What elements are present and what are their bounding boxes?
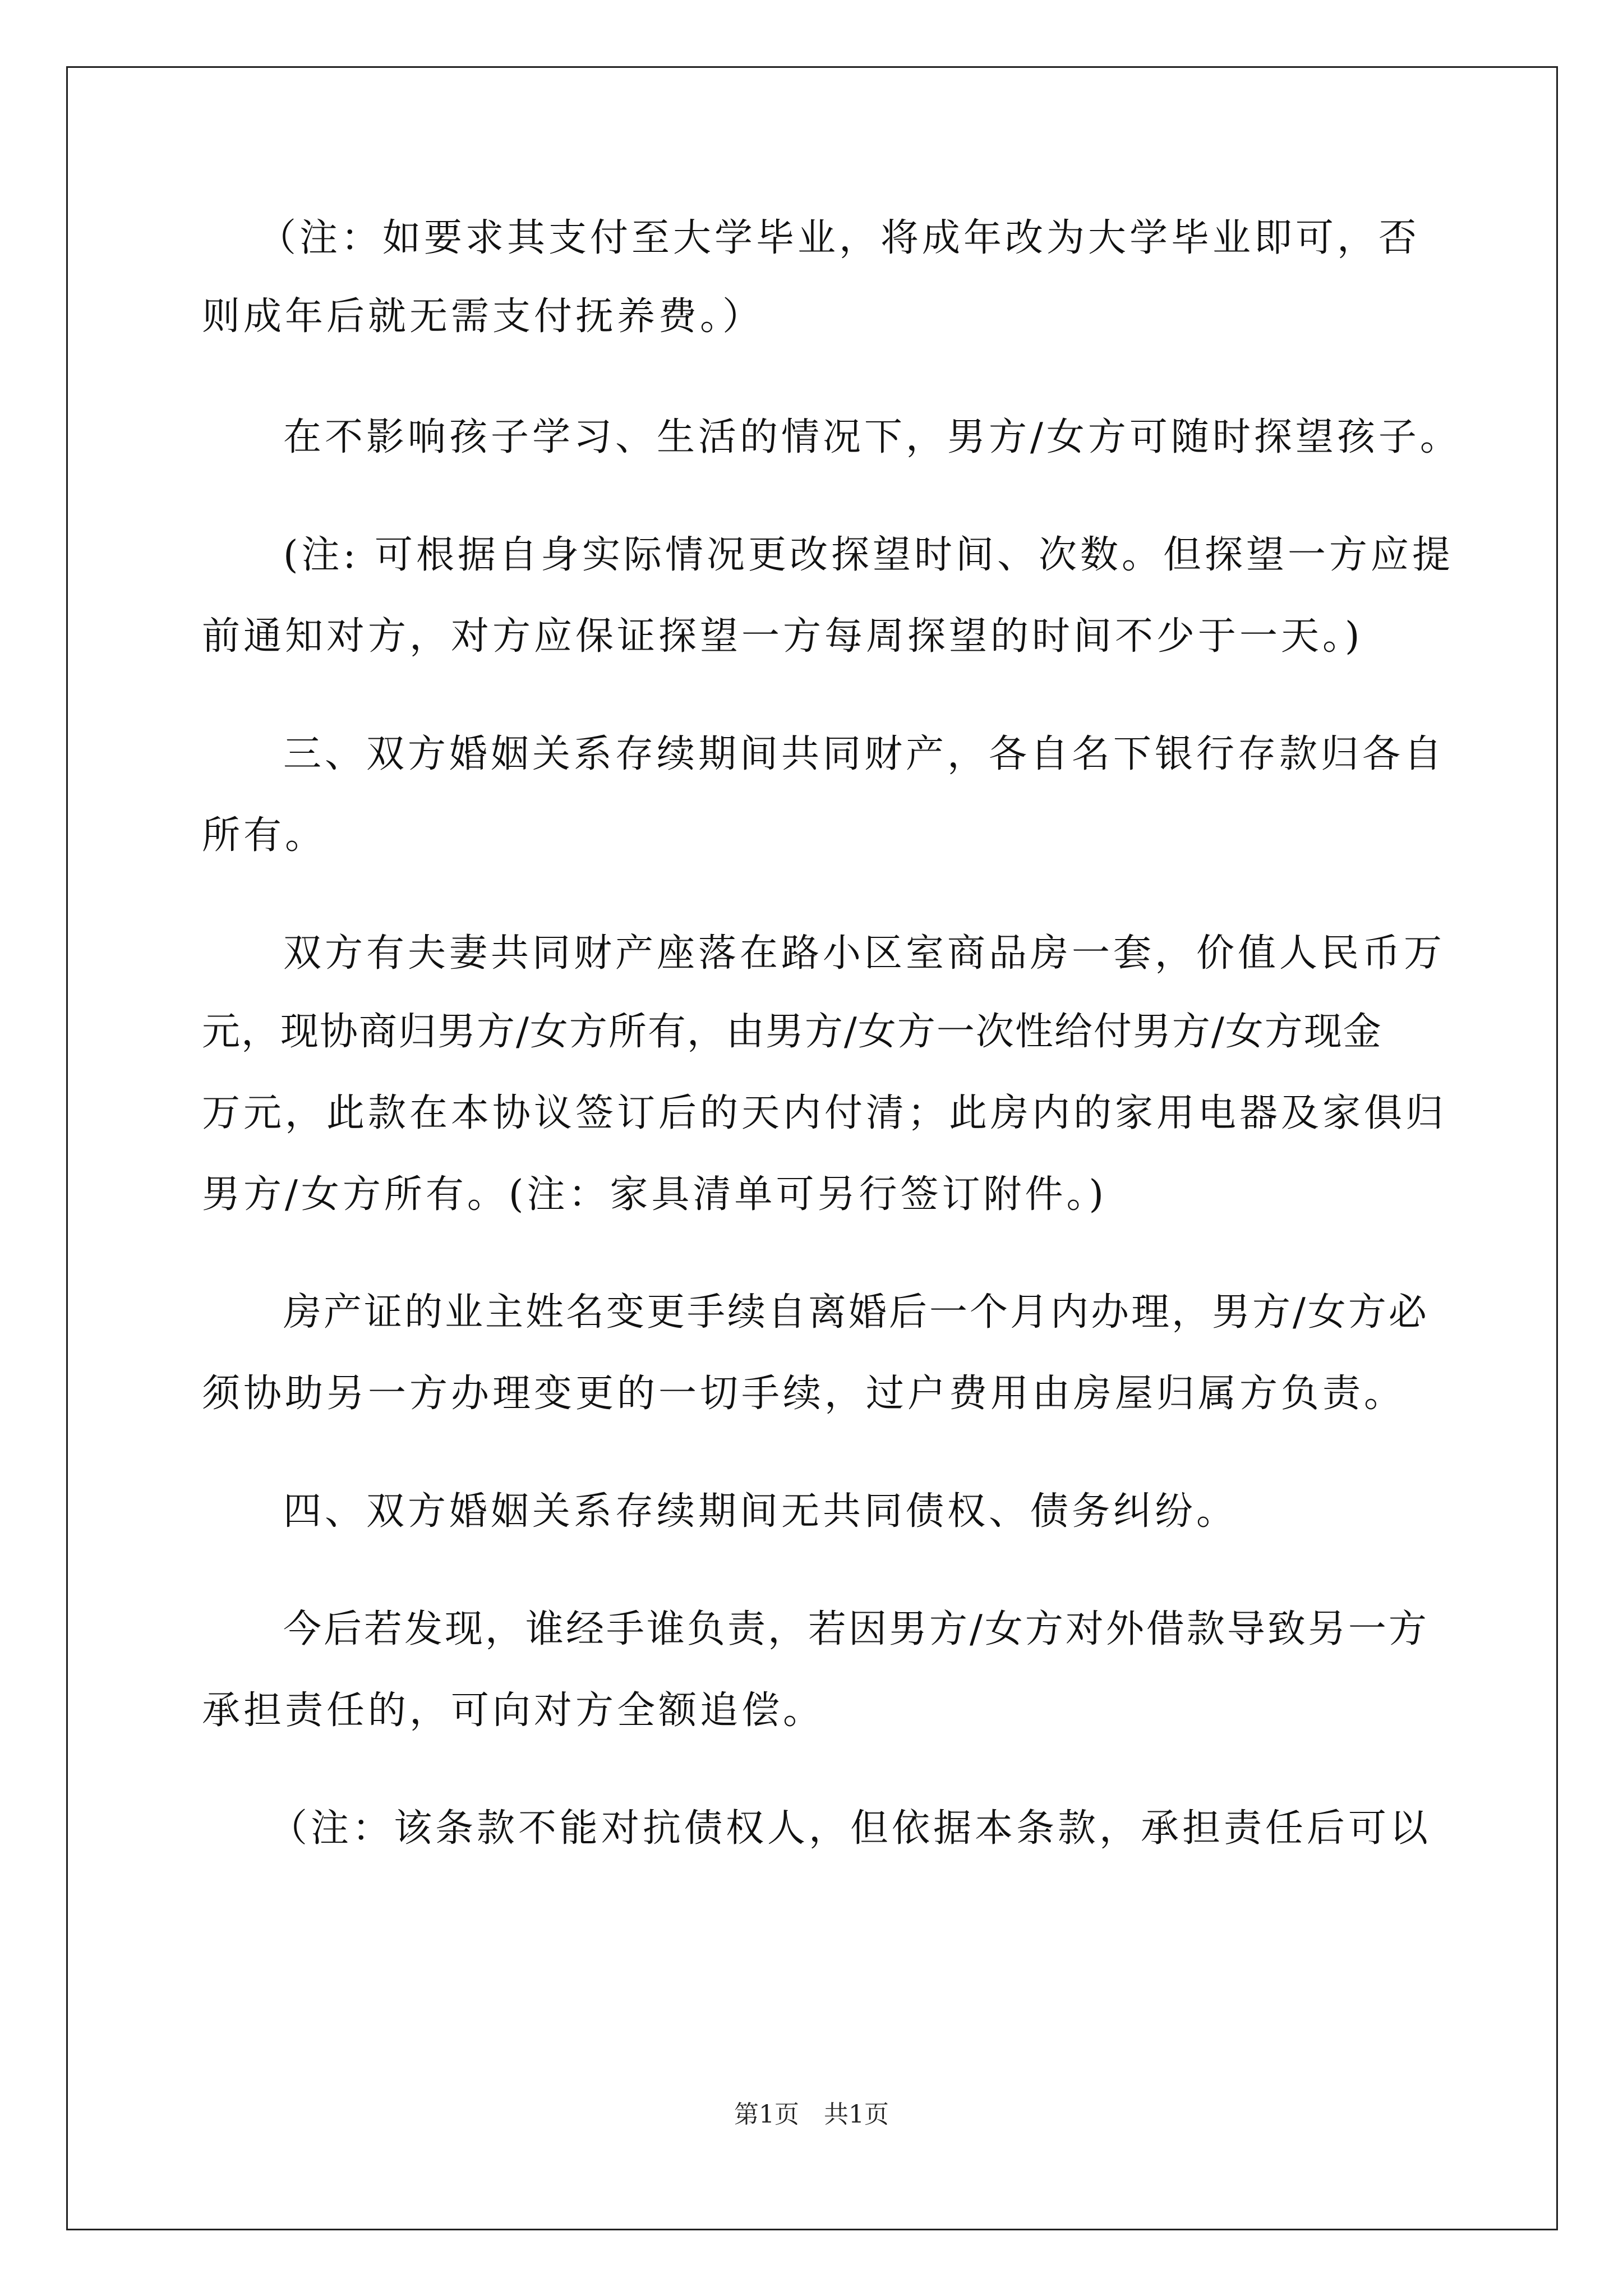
text-line: 则成年后就无需支付抚养费。） (202, 295, 764, 339)
text-line: (注: 可根据自身实际情况更改探望时间、次数。但探望一方应提 (283, 533, 1454, 577)
page-footer: 第1页 共1页 (734, 2100, 889, 2129)
text-line: 四、双方婚姻关系存续期间无共同债权、债务纠纷。 (283, 1489, 1238, 1534)
text-line: 在不影响孩子学习、生活的情况下，男方/女方可随时探望孩子。 (283, 415, 1461, 459)
text-line: 承担责任的，可向对方全额追偿。 (202, 1688, 825, 1733)
text-line: 房产证的业主姓名变更手续自离婚后一个月内办理，男方/女方必 (283, 1290, 1429, 1335)
text-line: 元，现协商归男方/女方所有，由男方/女方一次性给付男方/女方现金 (202, 1010, 1382, 1054)
text-line: 三、双方婚姻关系存续期间共同财产，各自名下银行存款归各自 (283, 732, 1446, 776)
page-border (66, 66, 1558, 2230)
text-line: 万元，此款在本协议签订后的天内付清；此房内的家用电器及家俱归 (202, 1091, 1447, 1135)
text-line: 双方有夫妻共同财产座落在路小区室商品房一套，价值人民币万 (283, 931, 1446, 976)
text-line: （注：该条款不能对抗债权人，但依据本条款，承担责任后可以 (269, 1806, 1432, 1851)
text-line: 今后若发现，谁经手谁负责，若因男方/女方对外借款导致另一方 (283, 1607, 1429, 1651)
text-line: 男方/女方所有。(注：家具清单可另行签订附件。) (202, 1172, 1107, 1217)
text-line: 所有。 (202, 813, 327, 858)
text-line: 前通知对方，对方应保证探望一方每周探望的时间不少于一天。) (202, 614, 1363, 659)
text-line: 须协助另一方办理变更的一切手续，过户费用由房屋归属方负责。 (202, 1372, 1406, 1416)
text-line: （注：如要求其支付至大学毕业，将成年改为大学毕业即可，否 (258, 216, 1421, 260)
